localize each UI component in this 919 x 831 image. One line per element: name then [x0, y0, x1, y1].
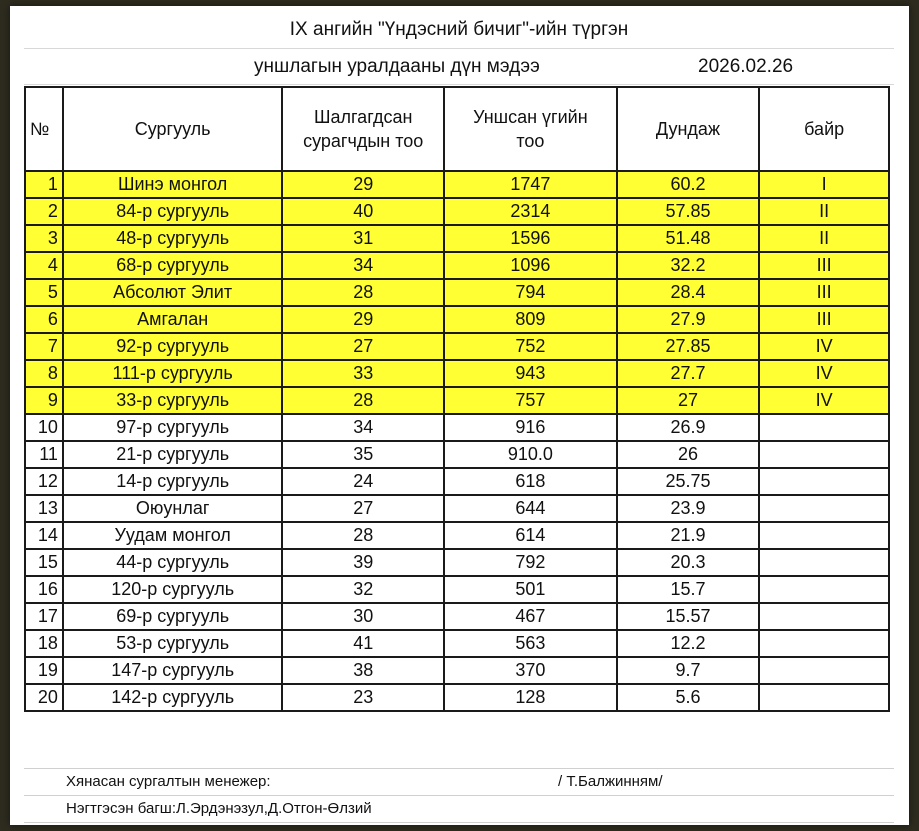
- row-place: [759, 495, 889, 522]
- row-place: II: [759, 225, 889, 252]
- row-place: [759, 549, 889, 576]
- results-body: [25, 171, 889, 711]
- row-students: 29: [282, 306, 444, 333]
- row-school: 147-р сургууль: [63, 657, 282, 684]
- row-students: 31: [282, 225, 444, 252]
- row-average: 15.57: [617, 603, 760, 630]
- row-average: 20.3: [617, 549, 760, 576]
- header-average: Дундаж: [617, 87, 760, 171]
- row-students: 34: [282, 414, 444, 441]
- table-row: [25, 360, 889, 387]
- table-row: [25, 549, 889, 576]
- row-students: 28: [282, 522, 444, 549]
- row-words: 1096: [444, 252, 617, 279]
- row-place: [759, 657, 889, 684]
- table-row: [25, 468, 889, 495]
- table-row: [25, 522, 889, 549]
- row-number: 15: [25, 549, 63, 576]
- row-words: 618: [444, 468, 617, 495]
- row-words: 757: [444, 387, 617, 414]
- table-row: [25, 306, 889, 333]
- table-row: [25, 657, 889, 684]
- row-average: 27.9: [617, 306, 760, 333]
- row-number: 18: [25, 630, 63, 657]
- row-words: 644: [444, 495, 617, 522]
- row-students: 35: [282, 441, 444, 468]
- row-number: 12: [25, 468, 63, 495]
- row-number: 5: [25, 279, 63, 306]
- row-school: 120-р сургууль: [63, 576, 282, 603]
- row-average: 23.9: [617, 495, 760, 522]
- table-row: [25, 171, 889, 198]
- row-students: 33: [282, 360, 444, 387]
- header-words-line2: тоо: [516, 131, 545, 151]
- row-words: 563: [444, 630, 617, 657]
- row-place: II: [759, 198, 889, 225]
- row-number: 13: [25, 495, 63, 522]
- row-average: 51.48: [617, 225, 760, 252]
- row-number: 2: [25, 198, 63, 225]
- row-place: [759, 630, 889, 657]
- row-school: 69-р сургууль: [63, 603, 282, 630]
- row-number: 14: [25, 522, 63, 549]
- row-number: 19: [25, 657, 63, 684]
- row-words: 910.0: [444, 441, 617, 468]
- row-number: 17: [25, 603, 63, 630]
- row-words: 916: [444, 414, 617, 441]
- manager-label: Хянасан сургалтын менежер:: [66, 773, 271, 790]
- row-school: Уудам монгол: [63, 522, 282, 549]
- table-row: [25, 198, 889, 225]
- row-average: 15.7: [617, 576, 760, 603]
- row-school: 84-р сургууль: [63, 198, 282, 225]
- row-words: 809: [444, 306, 617, 333]
- footer-manager-line: [24, 769, 894, 796]
- row-students: 27: [282, 495, 444, 522]
- row-school: 14-р сургууль: [63, 468, 282, 495]
- row-place: [759, 414, 889, 441]
- row-school: Оюунлаг: [63, 495, 282, 522]
- row-place: [759, 441, 889, 468]
- table-row: [25, 495, 889, 522]
- header-students-line1: Шалгагдсан: [314, 107, 413, 127]
- row-average: 32.2: [617, 252, 760, 279]
- row-students: 30: [282, 603, 444, 630]
- row-students: 23: [282, 684, 444, 711]
- row-average: 25.75: [617, 468, 760, 495]
- row-students: 41: [282, 630, 444, 657]
- row-students: 24: [282, 468, 444, 495]
- row-place: I: [759, 171, 889, 198]
- row-average: 27.85: [617, 333, 760, 360]
- table-row: [25, 225, 889, 252]
- row-school: Шинэ монгол: [63, 171, 282, 198]
- row-students: 40: [282, 198, 444, 225]
- document-subtitle: уншлагын уралдааны дүн мэдээ: [254, 56, 540, 77]
- header-students: [282, 87, 444, 171]
- row-words: 467: [444, 603, 617, 630]
- table-header-row: [25, 87, 889, 171]
- manager-name: / Т.Балжинням/: [558, 773, 663, 790]
- row-number: 4: [25, 252, 63, 279]
- footer: [24, 748, 894, 823]
- row-place: III: [759, 252, 889, 279]
- row-place: III: [759, 306, 889, 333]
- table-row: [25, 441, 889, 468]
- row-school: Абсолют Элит: [63, 279, 282, 306]
- row-words: 370: [444, 657, 617, 684]
- subtitle-row: [24, 50, 894, 85]
- row-students: 29: [282, 171, 444, 198]
- footer-spacer: [24, 748, 894, 769]
- row-school: 111-р сургууль: [63, 360, 282, 387]
- row-number: 16: [25, 576, 63, 603]
- row-number: 11: [25, 441, 63, 468]
- header-words-line1: Уншсан үгийн: [473, 107, 588, 127]
- spreadsheet-page: [10, 6, 909, 825]
- row-school: 142-р сургууль: [63, 684, 282, 711]
- row-number: 20: [25, 684, 63, 711]
- table-row: [25, 684, 889, 711]
- row-words: 794: [444, 279, 617, 306]
- row-average: 26.9: [617, 414, 760, 441]
- row-place: [759, 684, 889, 711]
- row-students: 27: [282, 333, 444, 360]
- row-school: 48-р сургууль: [63, 225, 282, 252]
- header-number: №: [25, 87, 63, 171]
- row-number: 9: [25, 387, 63, 414]
- row-average: 26: [617, 441, 760, 468]
- row-place: IV: [759, 387, 889, 414]
- row-average: 5.6: [617, 684, 760, 711]
- table-row: [25, 630, 889, 657]
- row-average: 28.4: [617, 279, 760, 306]
- footer-teachers-line: [24, 796, 894, 823]
- row-school: 97-р сургууль: [63, 414, 282, 441]
- row-words: 752: [444, 333, 617, 360]
- row-place: [759, 576, 889, 603]
- header-students-line2: сурагчдын тоо: [303, 131, 424, 151]
- header-words: [444, 87, 617, 171]
- row-number: 10: [25, 414, 63, 441]
- row-students: 28: [282, 279, 444, 306]
- row-average: 60.2: [617, 171, 760, 198]
- row-school: 33-р сургууль: [63, 387, 282, 414]
- document-title: IX ангийн "Үндэсний бичиг"-ийн түргэн: [24, 12, 894, 49]
- report-date: 2026.02.26: [698, 56, 794, 77]
- header-place: байр: [759, 87, 889, 171]
- row-school: 92-р сургууль: [63, 333, 282, 360]
- row-students: 28: [282, 387, 444, 414]
- row-words: 501: [444, 576, 617, 603]
- row-words: 792: [444, 549, 617, 576]
- table-row: [25, 333, 889, 360]
- table-row: [25, 387, 889, 414]
- results-table: [24, 86, 890, 712]
- row-words: 2314: [444, 198, 617, 225]
- row-number: 6: [25, 306, 63, 333]
- row-school: 53-р сургууль: [63, 630, 282, 657]
- row-number: 1: [25, 171, 63, 198]
- row-school: 68-р сургууль: [63, 252, 282, 279]
- row-place: IV: [759, 360, 889, 387]
- table-row: [25, 279, 889, 306]
- row-average: 9.7: [617, 657, 760, 684]
- row-place: [759, 468, 889, 495]
- row-students: 39: [282, 549, 444, 576]
- table-row: [25, 576, 889, 603]
- table-row: [25, 603, 889, 630]
- teachers-text: Нэгтгэсэн багш:Л.Эрдэнэзул,Д.Отгон-Өлзий: [66, 800, 372, 817]
- row-average: 27: [617, 387, 760, 414]
- row-words: 1596: [444, 225, 617, 252]
- table-row: [25, 252, 889, 279]
- row-number: 8: [25, 360, 63, 387]
- header-school: Сургууль: [63, 87, 282, 171]
- row-words: 1747: [444, 171, 617, 198]
- row-place: IV: [759, 333, 889, 360]
- row-students: 38: [282, 657, 444, 684]
- row-average: 21.9: [617, 522, 760, 549]
- row-average: 12.2: [617, 630, 760, 657]
- row-school: 21-р сургууль: [63, 441, 282, 468]
- table-row: [25, 414, 889, 441]
- row-school: 44-р сургууль: [63, 549, 282, 576]
- row-words: 128: [444, 684, 617, 711]
- row-number: 7: [25, 333, 63, 360]
- row-place: [759, 603, 889, 630]
- row-students: 32: [282, 576, 444, 603]
- row-students: 34: [282, 252, 444, 279]
- row-number: 3: [25, 225, 63, 252]
- row-school: Амгалан: [63, 306, 282, 333]
- row-average: 27.7: [617, 360, 760, 387]
- row-words: 614: [444, 522, 617, 549]
- row-words: 943: [444, 360, 617, 387]
- row-place: [759, 522, 889, 549]
- row-place: III: [759, 279, 889, 306]
- row-average: 57.85: [617, 198, 760, 225]
